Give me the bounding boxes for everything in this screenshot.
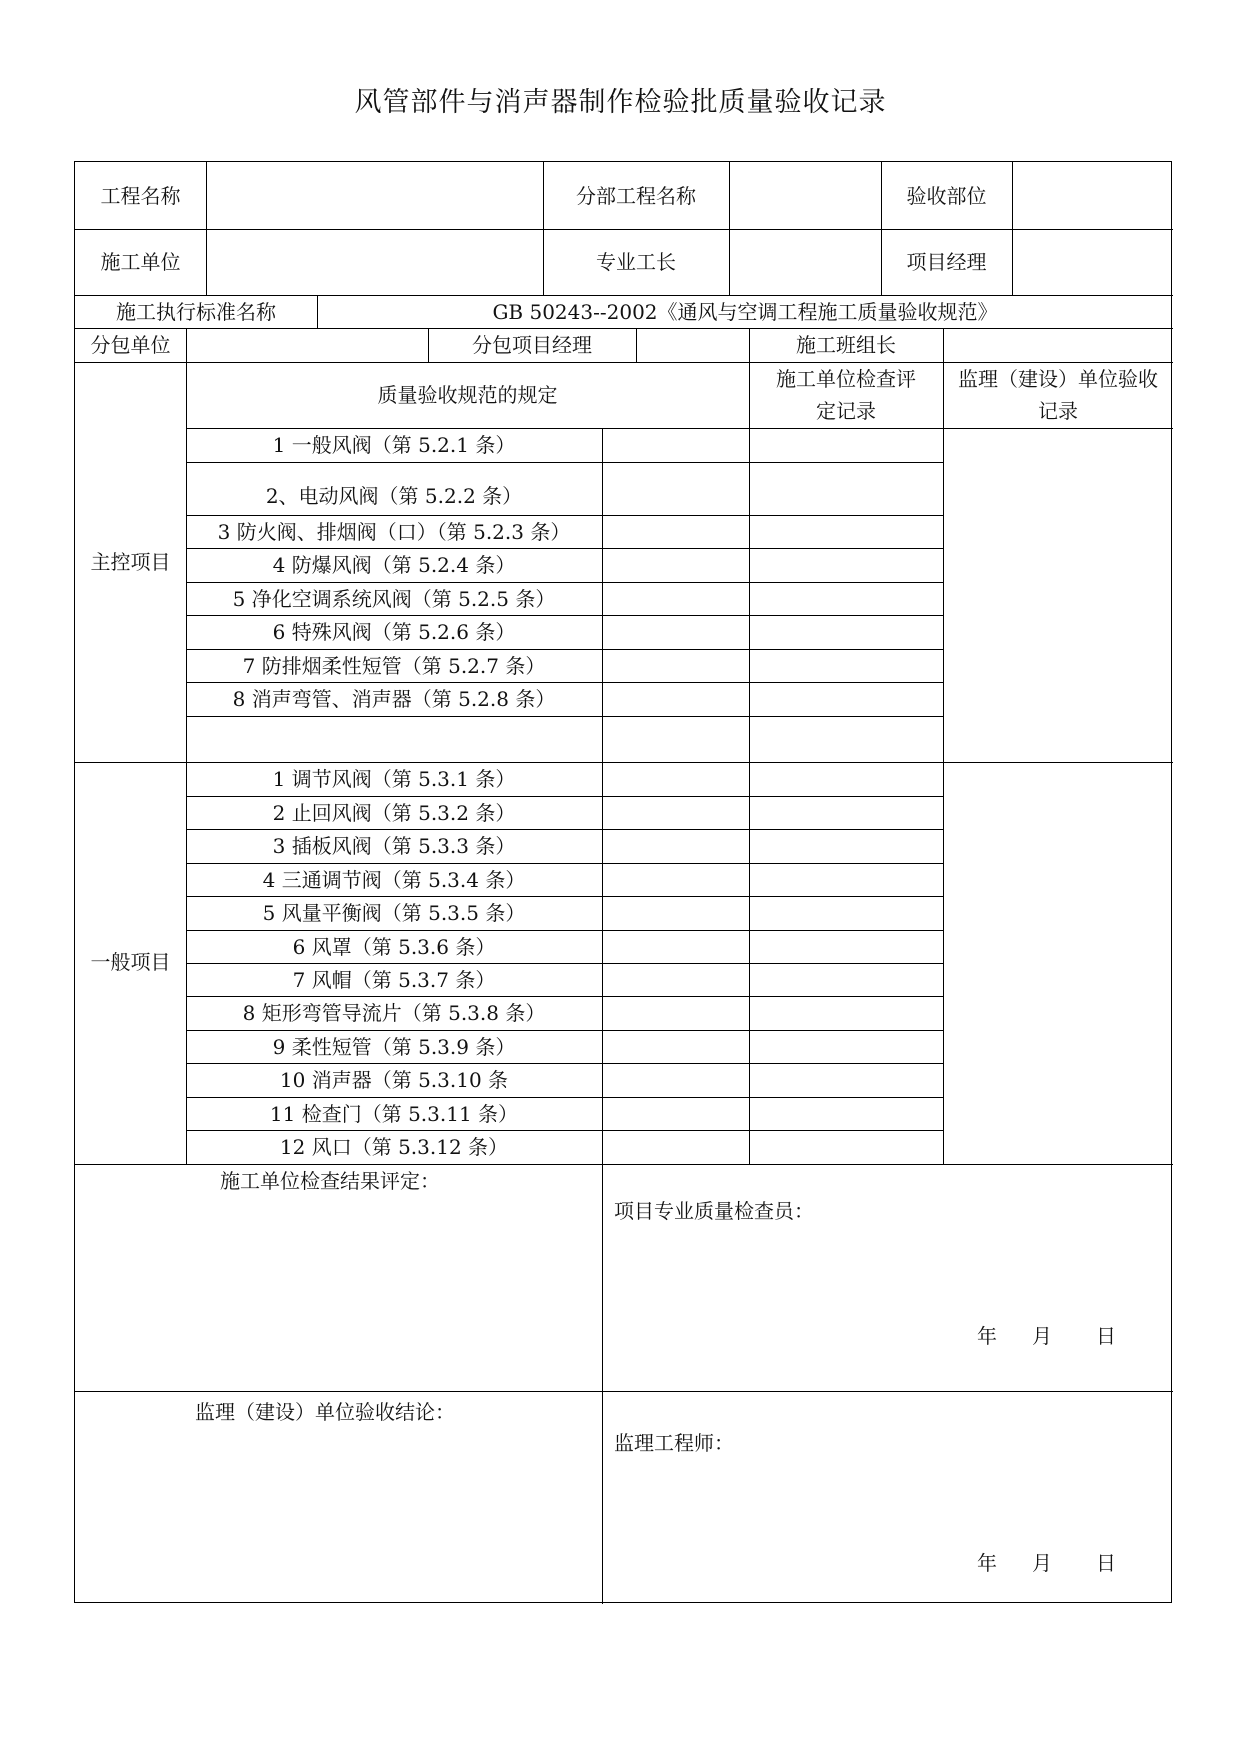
table-rule (75, 1391, 1173, 1392)
quality-inspector-label: 项目专业质量检查员： (614, 1199, 814, 1223)
project-manager-label: 项目经理 (906, 250, 987, 274)
team-leader-value[interactable] (943, 328, 1173, 362)
general-item: 1 调节风阀（第 5.3.1 条） (272, 767, 516, 791)
supervision-record-column-header (943, 362, 1173, 428)
sub-project-label: 分部工程名称 (576, 183, 696, 208)
table-rule (186, 462, 943, 463)
project-manager-value[interactable] (1012, 229, 1173, 295)
team-leader-label: 施工班组长 (796, 333, 896, 357)
main-control-item: 2、电动风阀（第 5.2.2 条） (265, 484, 523, 508)
main-control-label: 主控项目 (90, 550, 171, 574)
day-label: 日 (1096, 1324, 1116, 1348)
general-item: 8 矩形弯管导流片（第 5.3.8 条） (242, 1001, 546, 1025)
supervision-engineer-label: 监理工程师： (614, 1431, 734, 1455)
main-control-item: 3 防火阀、排烟阀（口）（第 5.2.3 条） (217, 519, 571, 544)
construction-unit-value[interactable] (206, 229, 543, 295)
supervision-conclusion-label: 监理（建设）单位验收结论： (195, 1400, 455, 1424)
acceptance-part-label: 验收部位 (906, 183, 987, 208)
inspection-form-table (74, 161, 1172, 1603)
subcontractor-value[interactable] (186, 328, 428, 362)
general-items-label: 一般项目 (90, 950, 171, 974)
sub-project-value[interactable] (729, 162, 881, 229)
day-label: 日 (1096, 1551, 1116, 1575)
check-record-column-header (749, 362, 943, 428)
standard-value: GB 50243--2002《通风与空调工程施工质量验收规范》 (492, 299, 998, 324)
main-control-item: 4 防爆风阀（第 5.2.4 条） (272, 553, 516, 577)
foreman-value[interactable] (729, 229, 881, 295)
month-label: 月 (1032, 1551, 1052, 1575)
supervision-header-line1: 监理（建设）单位验收 (958, 367, 1158, 391)
spec-column-header: 质量验收规范的规定 (377, 383, 558, 407)
general-item: 12 风口（第 5.3.12 条） (279, 1135, 509, 1159)
year-label: 年 (977, 1324, 997, 1348)
month-label: 月 (1032, 1324, 1052, 1348)
main-control-item: 5 净化空调系统风阀（第 5.2.5 条） (232, 586, 556, 611)
construction-unit-label: 施工单位 (100, 250, 181, 274)
check-record-header-line1: 施工单位检查评 (776, 367, 916, 391)
construction-result-label: 施工单位检查结果评定： (220, 1169, 440, 1193)
table-rule (186, 716, 943, 717)
foreman-label: 专业工长 (596, 250, 676, 274)
main-control-item: 7 防排烟柔性短管（第 5.2.7 条） (242, 653, 546, 678)
general-item: 3 插板风阀（第 5.3.3 条） (272, 834, 516, 858)
subcontractor-label: 分包单位 (90, 333, 171, 357)
main-control-item: 1 一般风阀（第 5.2.1 条） (272, 433, 516, 457)
general-item: 4 三通调节阀（第 5.3.4 条） (262, 867, 526, 892)
table-rule (943, 328, 944, 1164)
sub-manager-value[interactable] (636, 328, 749, 362)
check-record-header-line2: 定记录 (816, 399, 876, 423)
general-item: 7 风帽（第 5.3.7 条） (292, 967, 496, 992)
sub-manager-label: 分包项目经理 (472, 333, 592, 357)
general-item: 9 柔性短管（第 5.3.9 条） (272, 1034, 516, 1059)
general-item: 2 止回风阀（第 5.3.2 条） (272, 800, 516, 825)
page-title: 风管部件与消声器制作检验批质量验收记录 (354, 87, 887, 118)
general-item: 6 风罩（第 5.3.6 条） (292, 934, 496, 959)
main-control-item: 8 消声弯管、消声器（第 5.2.8 条） (232, 687, 556, 711)
general-item: 11 检查门（第 5.3.11 条） (269, 1101, 519, 1126)
table-rule (602, 1164, 603, 1604)
general-item: 10 消声器（第 5.3.10 条 (279, 1068, 509, 1092)
year-label: 年 (977, 1551, 997, 1575)
general-item: 5 风量平衡阀（第 5.3.5 条） (262, 901, 526, 925)
main-control-item: 6 特殊风阀（第 5.2.6 条） (272, 620, 516, 644)
project-name-label: 工程名称 (100, 183, 181, 208)
supervision-header-line2: 记录 (1038, 399, 1078, 423)
acceptance-part-value[interactable] (1012, 162, 1173, 229)
standard-label: 施工执行标准名称 (116, 299, 276, 324)
project-name-value[interactable] (206, 162, 543, 229)
table-rule (749, 328, 750, 1164)
